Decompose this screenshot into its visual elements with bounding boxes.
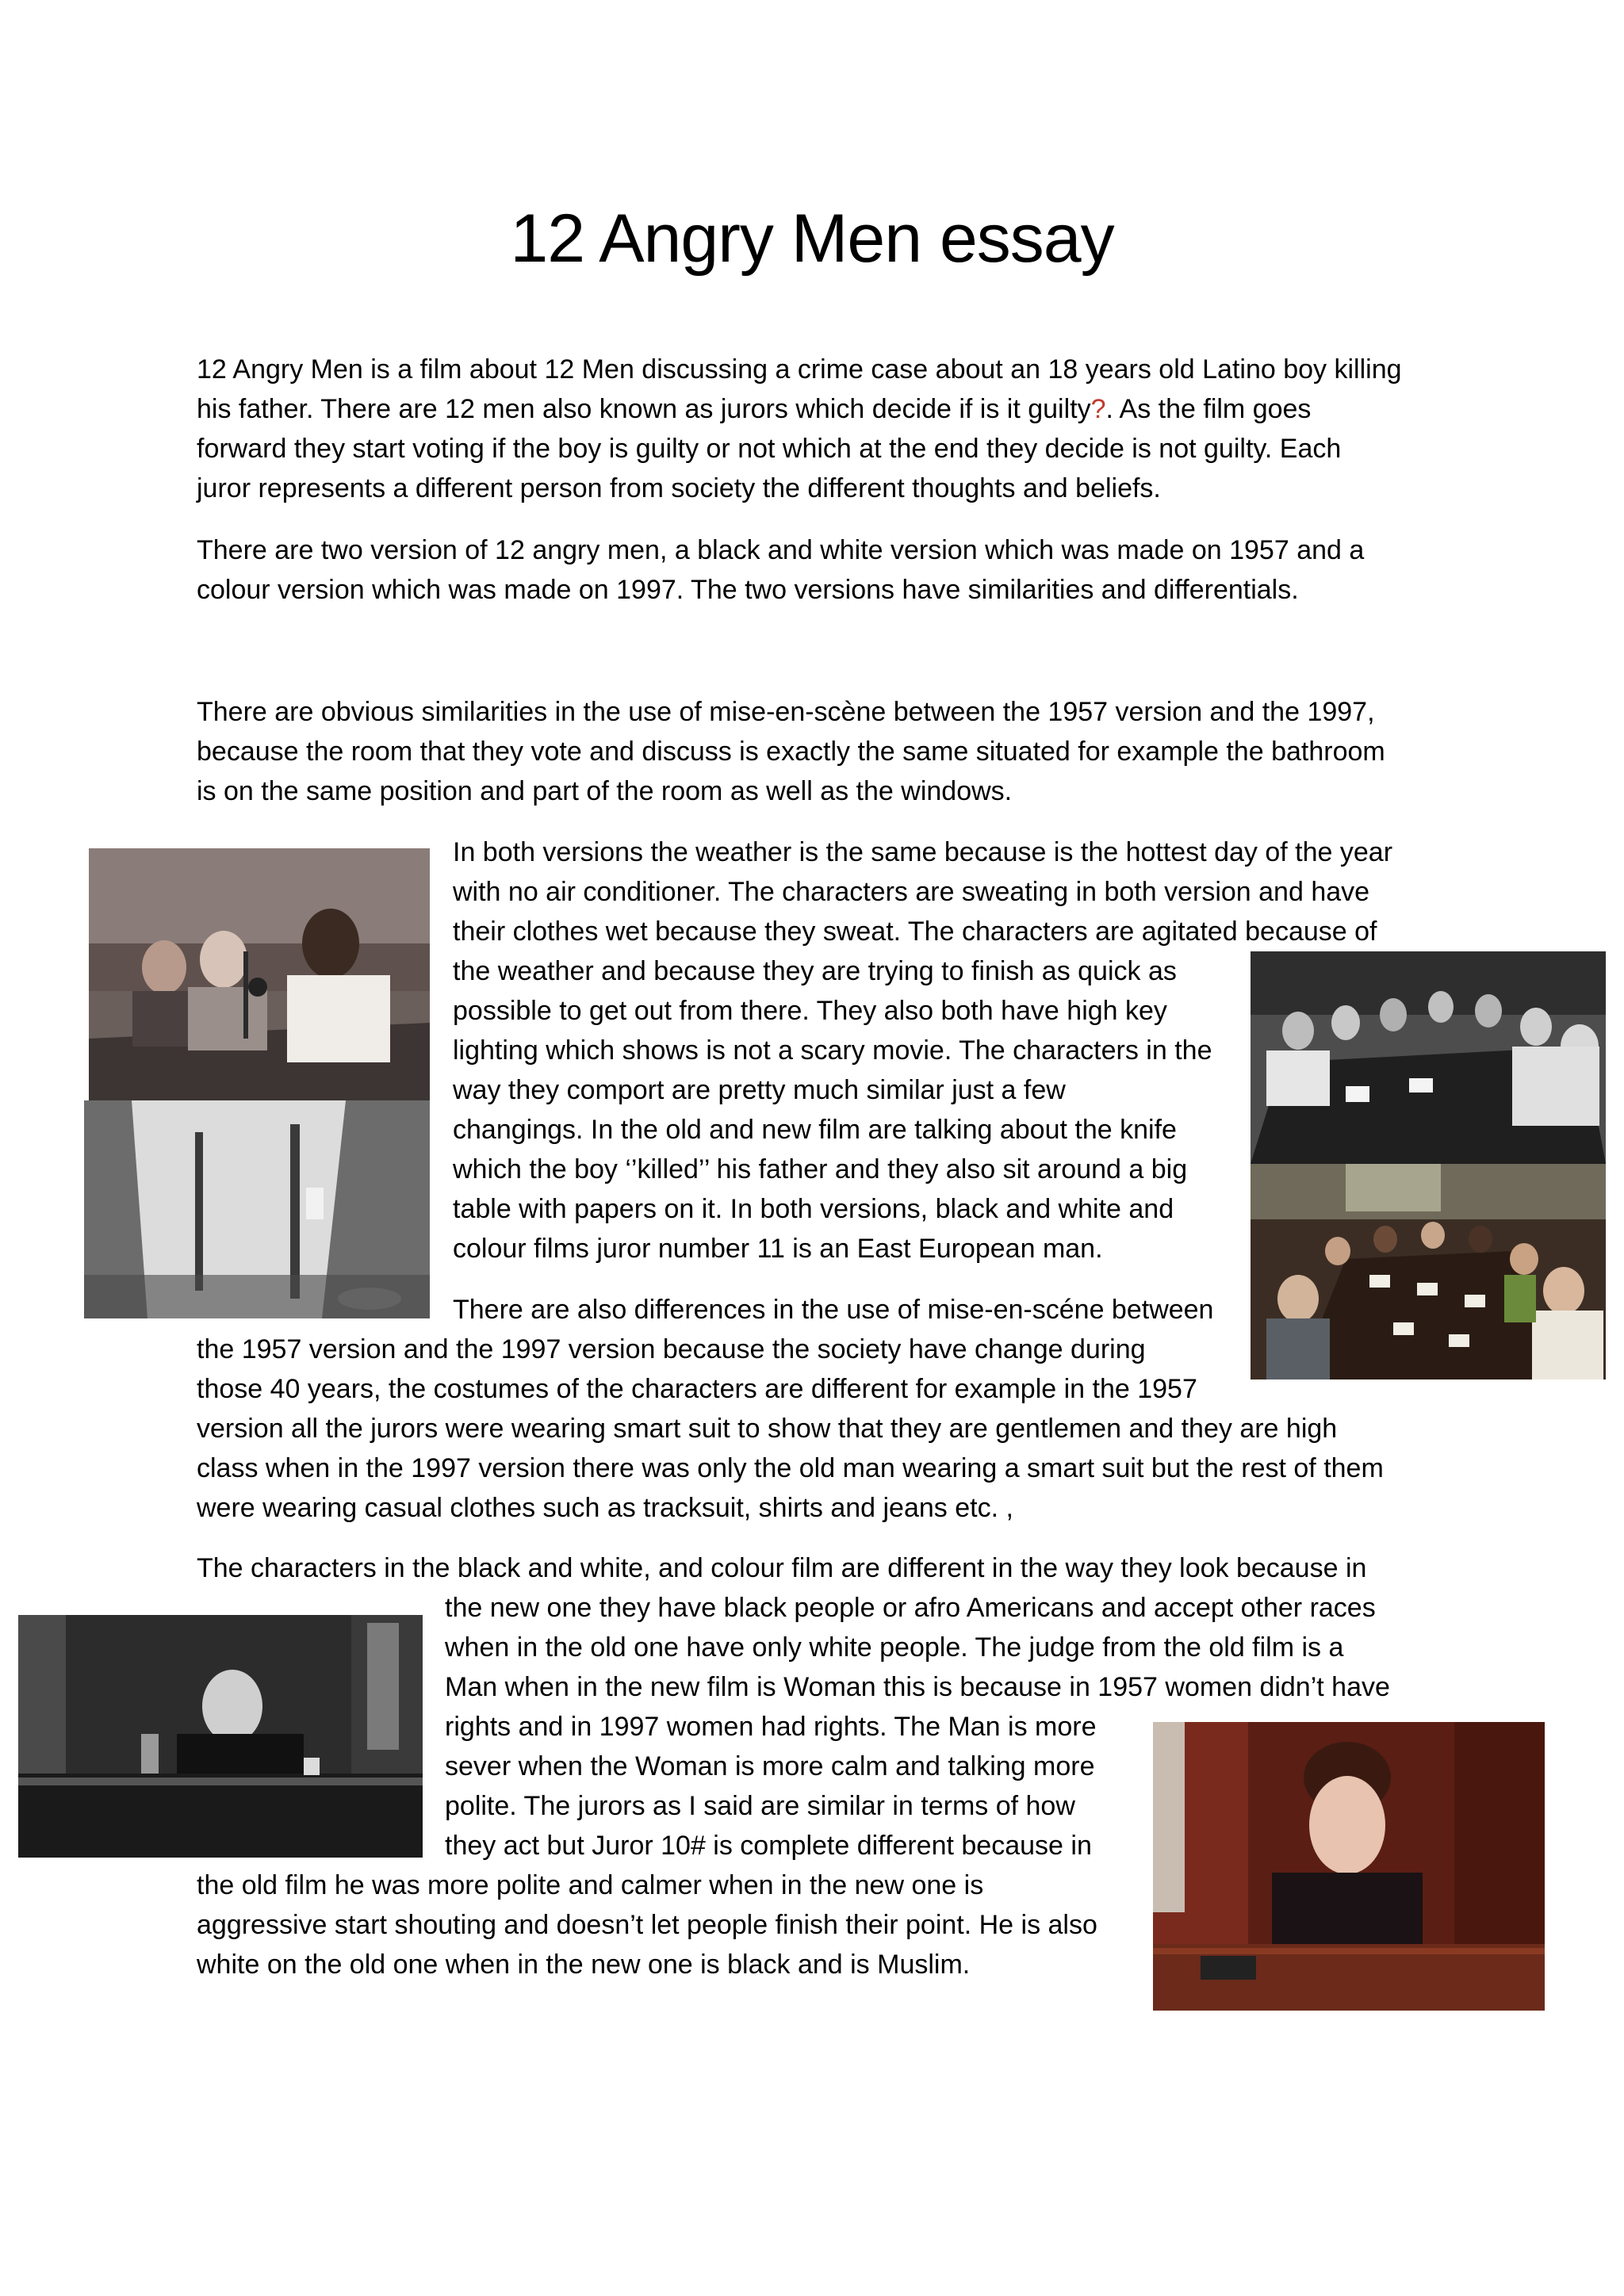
text-line: were wearing casual clothes such as tracksuit, shirts and jeans etc. , <box>197 1493 1013 1523</box>
text-line: juror represents a different person from society the different thoughts and beliefs. <box>197 473 1161 503</box>
text-line: because the room that they vote and discuss is exactly the same situated for example the bathroom <box>197 737 1385 767</box>
text-line: the old film he was more polite and calmer when in the new one is <box>197 1870 984 1900</box>
text-line: forward they start voting if the boy is guilty or not which at the end they decide is not guilty. Each <box>197 434 1342 464</box>
text-line: their clothes wet because they sweat. The characters are agitated because of <box>453 916 1377 947</box>
text-line: Man when in the new film is Woman this is because in 1957 women didn’t have <box>445 1672 1390 1702</box>
text-line: There are also differences in the use of mise-en-scéne between <box>453 1295 1214 1325</box>
text-line: aggressive start shouting and doesn’t let people finish their point. He is also <box>197 1910 1097 1940</box>
paragraph-versions <box>197 530 1364 610</box>
text-line: they act but Juror 10# is complete different because in <box>445 1831 1092 1861</box>
page-title: 12 Angry Men essay <box>510 201 1114 277</box>
text-line: There are obvious similarities in the use of mise-en-scène between the 1957 version and the 1997, <box>197 697 1375 727</box>
paragraph-similarities <box>197 692 1385 811</box>
judge-man-bw-still <box>18 1615 423 1858</box>
text-line: which the boy ‘’killed’’ his father and they also sit around a big <box>453 1154 1188 1184</box>
text-line: changings. In the old and new film are talking about the knife <box>453 1115 1177 1145</box>
text-line: polite. The jurors as I said are similar in terms of how <box>445 1791 1075 1821</box>
text-line: when in the old one have only white people. The judge from the old film is a <box>445 1632 1344 1663</box>
jury-table-bw-still <box>1251 951 1606 1164</box>
text-line: There are two version of 12 angry men, a black and white version which was made on 1957 and a <box>197 535 1365 565</box>
text-line: with no air conditioner. The characters are sweating in both version and have <box>453 877 1370 907</box>
question-mark: ? <box>1090 394 1106 424</box>
text-line: table with papers on it. In both versions, black and white and <box>453 1194 1174 1224</box>
text-line: the new one they have black people or afro Americans and accept other races <box>445 1593 1376 1623</box>
text-line: colour version which was made on 1997. The two versions have similarities and differentials. <box>197 575 1299 605</box>
text-line: rights and in 1997 women had rights. The Man is more <box>445 1712 1097 1742</box>
judge-woman-color-still <box>1153 1722 1545 2011</box>
text-line: those 40 years, the costumes of the characters are different for example in the 1957 <box>197 1374 1197 1404</box>
text-line: The characters in the black and white, and colour film are different in the way they look because in <box>197 1553 1367 1583</box>
text-line: is on the same position and part of the room as well as the windows. <box>197 776 1013 806</box>
text-line: 12 Angry Men is a film about 12 Men discussing a crime case about an 18 years old Latino boy killing <box>197 354 1402 385</box>
text-line: colour films juror number 11 is an East European man. <box>453 1234 1103 1264</box>
paragraph-differences <box>197 1290 1384 1528</box>
text-line: sever when the Woman is more calm and talking more <box>445 1751 1095 1781</box>
text-line: way they comport are pretty much similar just a few <box>453 1075 1066 1105</box>
text-line: white on the old one when in the new one is black and is Muslim. <box>197 1950 971 1980</box>
text-line: possible to get out from there. They also both have high key <box>453 996 1167 1026</box>
paragraph-intro <box>197 350 1402 508</box>
text-line: lighting which shows is not a scary movie. The characters in the <box>453 1035 1212 1066</box>
text-line: his father. There are 12 men also known as jurors which decide if is it guilty?. As the film goes <box>197 394 1312 424</box>
jury-table-color-still <box>1251 1164 1606 1380</box>
text-line: the 1957 version and the 1997 version because the society have change during <box>197 1334 1146 1364</box>
text-line: version all the jurors were wearing smart suit to show that they are gentlemen and they are high <box>197 1414 1338 1444</box>
knife-bw-still <box>84 1100 430 1318</box>
text-line: the weather and because they are trying to finish as quick as <box>453 956 1177 986</box>
jurors-color-still <box>89 848 430 1100</box>
text-line: class when in the 1997 version there was only the old man wearing a smart suit but the rest of them <box>197 1453 1384 1483</box>
text-line: In both versions the weather is the same because is the hottest day of the year <box>453 837 1393 867</box>
